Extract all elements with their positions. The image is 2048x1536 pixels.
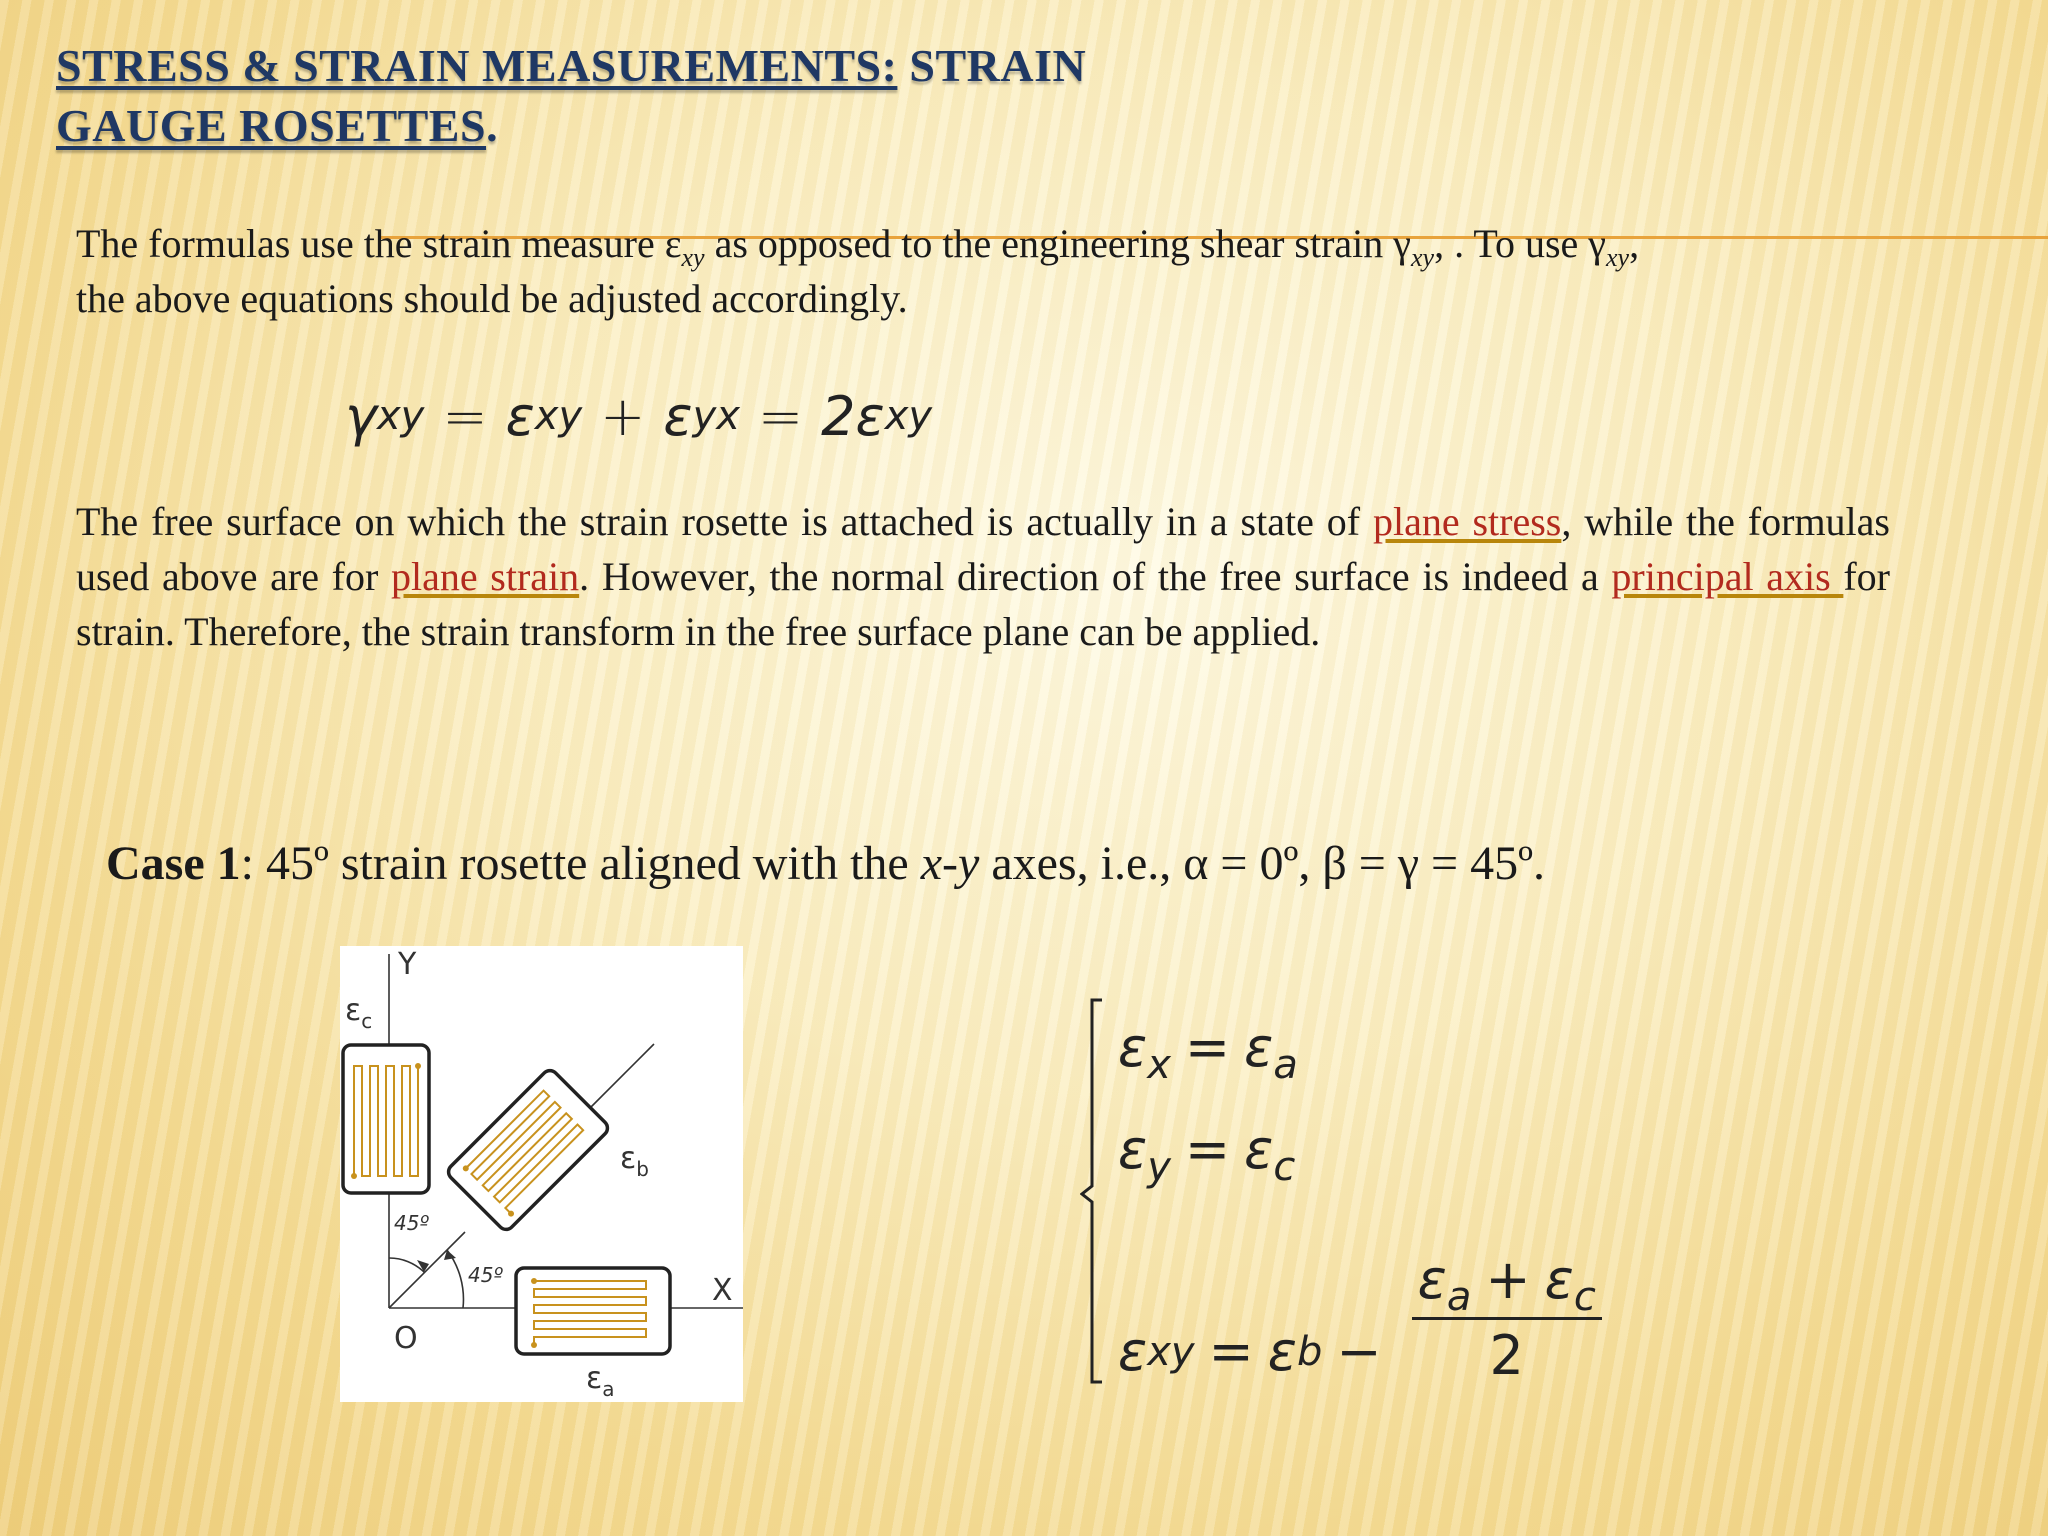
eps-a-label: $\varepsilon_a$ [586,1361,615,1401]
case-1-statement [106,834,1545,894]
p1-sub-2: xy [1410,243,1435,272]
gauge-a-tab-1 [531,1278,537,1284]
eq1-eps-1: ε [505,384,535,448]
p1-text-1: The formulas use the strain measure ε [76,221,682,266]
eq1-plus: + [600,384,646,448]
eps-b-label: $\varepsilon_b$ [620,1141,649,1181]
p2-text-3: . However, the normal direction of the free surface is indeed a [579,554,1612,599]
r2-rhs: ε [1244,1118,1274,1181]
p2-text-1: The free surface on which the strain rosette is attached is actually in a state of [76,499,1373,544]
r1-rhs-sub: a [1273,1042,1298,1088]
title-underlined-part: STRESS & STRAIN MEASUREMENTS: [56,40,898,91]
r3-minus: − [1336,1320,1382,1383]
eq1-rhs: 2ε [821,384,885,448]
angle-arc-1 [389,1258,424,1272]
angle-label-2: 45º [468,1263,503,1287]
paragraph-2 [76,494,1890,659]
gauge-a-tab-2 [531,1342,537,1348]
left-brace [1080,996,1110,1386]
p1-text-3: , . To use γ [1434,221,1606,266]
case-axes: x-y [920,837,980,890]
equation-ex [1118,1016,1298,1088]
diagonal-line-lower [389,1232,465,1308]
p1-text-4: , [1629,221,1640,266]
gauge-b-group [445,1067,610,1232]
r3-eq: = [1208,1320,1254,1383]
gauge-c-tab-1 [351,1173,357,1179]
r2-eq: = [1184,1118,1231,1181]
x-axis-label: X [712,1273,733,1308]
equation-ey [1118,1118,1296,1190]
case-text-1: : 45º strain rosette aligned with the [240,837,921,890]
r1-rhs: ε [1244,1016,1274,1079]
r2-lhs: ε [1118,1118,1148,1181]
p1-text-5: the above equations should be adjusted accordingly. [76,276,908,321]
y-axis-label: Y [398,947,417,982]
p2-text-4: for strain. Therefore, the strain transform in the free surface plane can be applied. [76,554,1890,654]
num-eps-a-sub: a [1446,1274,1472,1320]
equation-exy: ε xy = ε b − $\frac{\varepsilon_a + \varepsilon_c}{2}$ [1118,1282,1602,1421]
eq1-equals: = [442,384,488,448]
r2-rhs-sub: c [1273,1144,1296,1190]
rosette-diagram [340,946,743,1402]
p1-text-2: as opposed to the engineering shear strain γ [704,221,1411,266]
r1-lhs-sub: x [1147,1042,1171,1088]
title-line2: GAUGE ROSETTES [56,100,487,151]
plane-stress-link[interactable]: plane stress [1372,499,1562,544]
p1-sub-1: xy [681,243,705,272]
shear-strain-equation: γ xy = ε xy + ε yx = 2ε xy [345,384,933,448]
principal-axis-link[interactable]: principal axis [1611,554,1844,599]
gauge-c-tab-2 [415,1063,421,1069]
strain-equation-system [1080,996,1640,1386]
title-line2-dot: . [486,100,499,151]
eq1-eps-2: ε [663,384,693,448]
r1-eq: = [1184,1016,1231,1079]
num-eps-c-sub: c [1573,1274,1596,1320]
plane-strain-link[interactable]: plane strain [390,554,580,599]
num-eps-c: ε [1544,1248,1574,1311]
eq1-gamma: γ [345,384,377,448]
origin-label: O [394,1321,418,1356]
case-label: Case 1 [106,837,241,890]
r3-lhs: ε [1118,1320,1148,1383]
fraction-denominator: 2 [1489,1324,1524,1387]
slide-title [56,36,1256,156]
paragraph-1 [76,216,1890,326]
fraction [1412,1248,1602,1387]
eps-c-label: $\varepsilon_c$ [345,993,373,1033]
diagonal-line-upper [590,1044,654,1108]
r2-lhs-sub: y [1147,1144,1171,1190]
num-plus: + [1485,1248,1531,1311]
rosette-svg [340,946,743,1402]
num-eps-a: ε [1417,1248,1447,1311]
fraction-numerator [1412,1248,1602,1320]
case-text-2: axes, i.e., α = 0º, β = γ = 45º. [979,837,1545,890]
eq1-equals-2: = [757,384,804,448]
r3-t1: ε [1267,1320,1297,1383]
p1-sub-3: xy [1605,243,1630,272]
title-line1-rest: STRAIN [897,40,1087,91]
r1-lhs: ε [1118,1016,1148,1079]
p2-text-2: , while the formulas used above are for [76,499,1890,599]
angle-label-1: 45º [394,1211,429,1235]
